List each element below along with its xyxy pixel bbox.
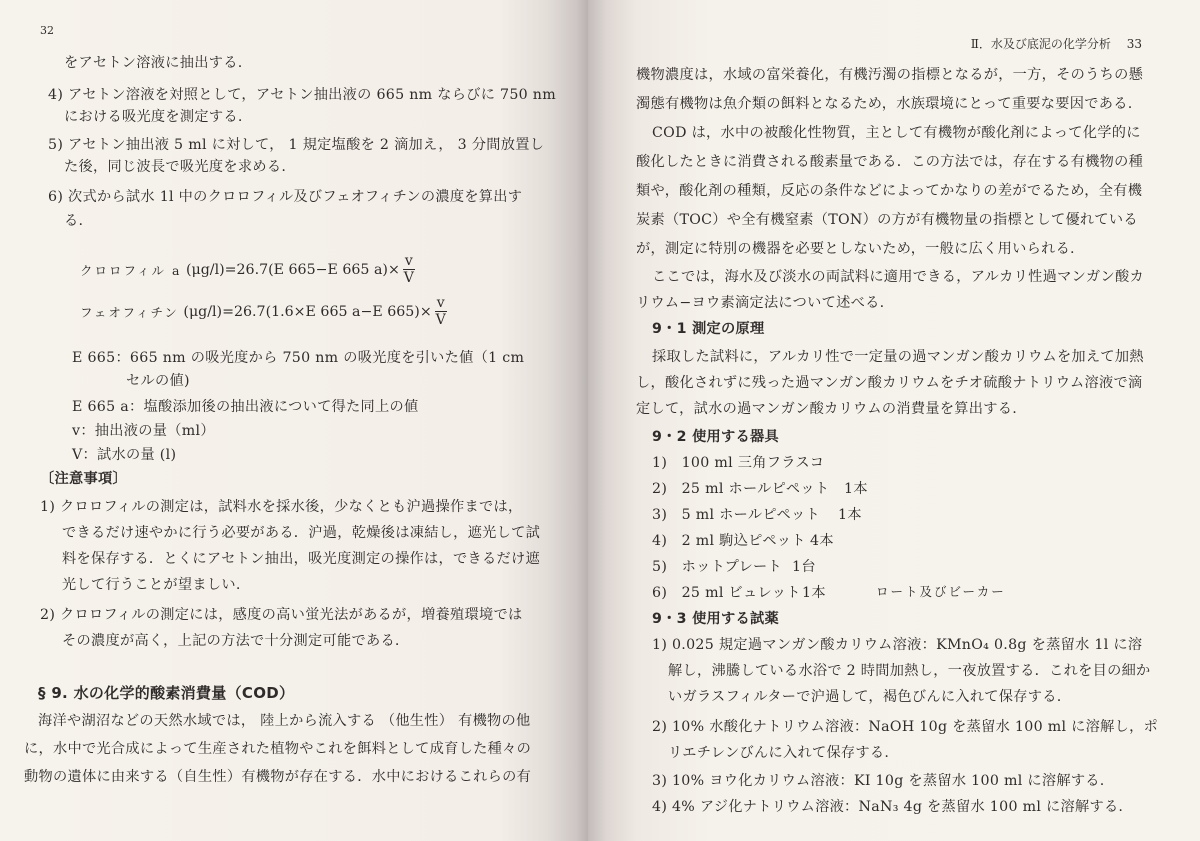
subsection-heading: 9・2 使用する器具 bbox=[652, 429, 779, 445]
note-line: 1) クロロフィルの測定は，試料水を採水後，少なくとも沪過操作までは， bbox=[40, 499, 523, 515]
text-line: る. bbox=[64, 213, 84, 229]
text-line: リウム−ヨウ素滴定法について述べる. bbox=[636, 295, 885, 311]
formula-expression: (μg/l)=26.7(1.6×E 665 a−E 665)× bbox=[183, 303, 432, 320]
fraction-numerator: v bbox=[436, 295, 445, 311]
item-number: 5) bbox=[652, 559, 668, 575]
text-line: における吸光度を測定する. bbox=[64, 109, 243, 125]
equipment-item bbox=[652, 452, 824, 472]
item-quantity: 4本 bbox=[810, 533, 834, 549]
definition-line: v：抽出液の量（ml） bbox=[72, 423, 215, 439]
section-body-line: 動物の遺体に由来する（自生性）有機物が存在する．水中におけるこれらの有 bbox=[24, 769, 532, 785]
item-extra: ロート及びビーカー bbox=[876, 584, 1006, 599]
fraction-denominator: V bbox=[403, 270, 414, 286]
item-number: 4) bbox=[652, 533, 668, 549]
page-number-left: 32 bbox=[40, 24, 54, 37]
note-line: できるだけ速やかに行う必要がある．沪過，乾燥後は凍結し，遮光して試 bbox=[62, 525, 541, 541]
section-body-line: 海洋や湖沼などの天然水域では， 陸上から流入する （他生性） 有機物の他 bbox=[38, 713, 531, 729]
equipment-item bbox=[652, 530, 834, 550]
reagent-line: 3) 10% ヨウ化カリウム溶液：KI 10g を蒸留水 100 ml に溶解する. bbox=[652, 773, 1105, 789]
fraction bbox=[435, 296, 447, 327]
item-number: 6) bbox=[652, 585, 668, 601]
running-head bbox=[959, 35, 1142, 52]
item-number: 3) bbox=[652, 507, 668, 523]
equipment-item bbox=[652, 582, 1006, 602]
reagent-line: 解し，沸騰している水浴で 2 時間加熱し，一夜放置する．これを目の細か bbox=[668, 663, 1151, 679]
definition-line: E 665：665 nm の吸光度から 750 nm の吸光度を引いた値（1 cm bbox=[72, 350, 525, 366]
note-line: 光して行うことが望ましい. bbox=[62, 577, 241, 593]
formula-chlorophyll bbox=[80, 254, 415, 285]
equipment-item bbox=[652, 504, 862, 524]
text-line: 類や，酸化剤の種類，反応の条件などによってかなりの差がでるため，全有機 bbox=[636, 183, 1143, 199]
text-line: た後，同じ波長で吸光度を求める. bbox=[64, 159, 287, 175]
item-name: 2 ml 駒込ピペット bbox=[681, 533, 806, 549]
item-name: 5 ml ホールピペット bbox=[681, 507, 820, 523]
reagent-line: 1) 0.025 規定過マンガン酸カリウム溶液：KMnO₄ 0.8g を蒸留水 1l に溶 bbox=[652, 637, 1143, 653]
reagent-line: いガラスフィルターで沪過して，褐色びんに入れて保存する. bbox=[668, 689, 1062, 705]
subsection-heading: 9・1 測定の原理 bbox=[652, 321, 765, 337]
equipment-item bbox=[652, 556, 816, 576]
item-name: 25 ml ホールピペット bbox=[681, 481, 830, 497]
section-body-line: に，水中で光合成によって生産された植物やこれを餌料として成育した種々の bbox=[24, 741, 532, 757]
item-quantity: 1本 bbox=[844, 481, 868, 497]
formula-expression: (μg/l)=26.7(E 665−E 665 a)× bbox=[185, 261, 400, 278]
text-line: をアセトン溶液に抽出する. bbox=[64, 55, 243, 71]
item-name: 100 ml 三角フラスコ bbox=[681, 455, 825, 471]
notes-heading: 〔注意事項〕 bbox=[40, 471, 127, 487]
text-line: ここでは，海水及び淡水の両試料に適用できる，アルカリ性過マンガン酸カ bbox=[652, 269, 1145, 285]
text-line: 炭素（TOC）や全有機窒素（TON）の方が有機物量の指標として優れている bbox=[636, 212, 1138, 228]
text-line: が，測定に特別の機器を必要としないため，一般に広く用いられる. bbox=[636, 241, 1075, 257]
reagent-line: リエチレンびんに入れて保存する. bbox=[668, 745, 890, 761]
item-name: 25 ml ビュレット bbox=[681, 585, 801, 601]
formula-label: フェオフィチン bbox=[80, 304, 179, 320]
text-line: 機物濃度は，水域の富栄養化，有機汚濁の指標となるが，一方，そのうちの懸 bbox=[636, 67, 1144, 83]
text-line: 酸化したときに消費される酸素量である．この方法では，存在する有機物の種 bbox=[636, 154, 1144, 170]
definition-line: V：試水の量 (l) bbox=[72, 447, 177, 463]
fraction-numerator: v bbox=[404, 253, 413, 269]
item-number: 1) bbox=[652, 455, 668, 471]
note-line: その濃度が高く，上記の方法で十分測定可能である. bbox=[62, 633, 400, 649]
reagent-line: 2) 10% 水酸化ナトリウム溶液：NaOH 10g を蒸留水 100 ml に溶解し，ポ bbox=[652, 719, 1159, 735]
text-line: 4) アセトン溶液を対照として，アセトン抽出液の 665 nm ならびに 750 nm bbox=[48, 87, 556, 103]
right-page bbox=[588, 0, 1200, 841]
text-line: 採取した試料に，アルカリ性で一定量の過マンガン酸カリウムを加えて加熱 bbox=[652, 349, 1144, 365]
item-quantity: 1本 bbox=[838, 507, 862, 523]
note-line: 料を保存する．とくにアセトン抽出，吸光度測定の操作は，できるだけ遮 bbox=[62, 551, 540, 567]
definition-line: セルの値) bbox=[126, 373, 190, 389]
note-line: 2) クロロフィルの測定には，感度の高い蛍光法があるが，増養殖環境では bbox=[40, 607, 523, 623]
text-line: 濁態有機物は魚介類の餌料となるため，水族環境にとって重要な要因である. bbox=[636, 96, 1133, 112]
left-page bbox=[0, 0, 588, 841]
formula-pheophytin bbox=[80, 296, 447, 327]
text-line: し，酸化されずに残った過マンガン酸カリウムをチオ硫酸ナトリウム溶液で滴 bbox=[636, 375, 1143, 391]
page-number-right: 33 bbox=[1126, 37, 1142, 51]
chapter-title: Ⅱ．水及び底泥の化学分析 bbox=[970, 37, 1111, 51]
item-quantity: 1本 bbox=[802, 585, 826, 601]
fraction-denominator: V bbox=[435, 312, 446, 328]
item-number: 2) bbox=[652, 481, 668, 497]
fraction bbox=[403, 254, 415, 285]
formula-label: クロロフィル a bbox=[80, 262, 182, 278]
reagent-line: 4) 4% アジ化ナトリウム溶液：NaN₃ 4g を蒸留水 100 ml に溶解する. bbox=[652, 799, 1124, 815]
section-heading: § 9. 水の化学的酸素消費量（COD） bbox=[38, 684, 295, 702]
text-line: 6) 次式から試水 1l 中のクロロフィル及びフェオフィチンの濃度を算出す bbox=[48, 189, 523, 205]
text-line: 5) アセトン抽出液 5 ml に対して， 1 規定塩酸を 2 滴加え， 3 分間放置し bbox=[48, 137, 545, 153]
item-name: ホットプレート bbox=[681, 559, 783, 575]
equipment-item bbox=[652, 478, 868, 498]
text-line: COD は，水中の被酸化性物質，主として有機物が酸化剤によって化学的に bbox=[652, 125, 1141, 141]
item-quantity: 1台 bbox=[792, 559, 816, 575]
subsection-heading: 9・3 使用する試薬 bbox=[652, 611, 779, 627]
text-line: 定して，試水の過マンガン酸カリウムの消費量を算出する. bbox=[636, 401, 1018, 417]
definition-line: E 665 a：塩酸添加後の抽出液について得た同上の値 bbox=[72, 399, 419, 415]
